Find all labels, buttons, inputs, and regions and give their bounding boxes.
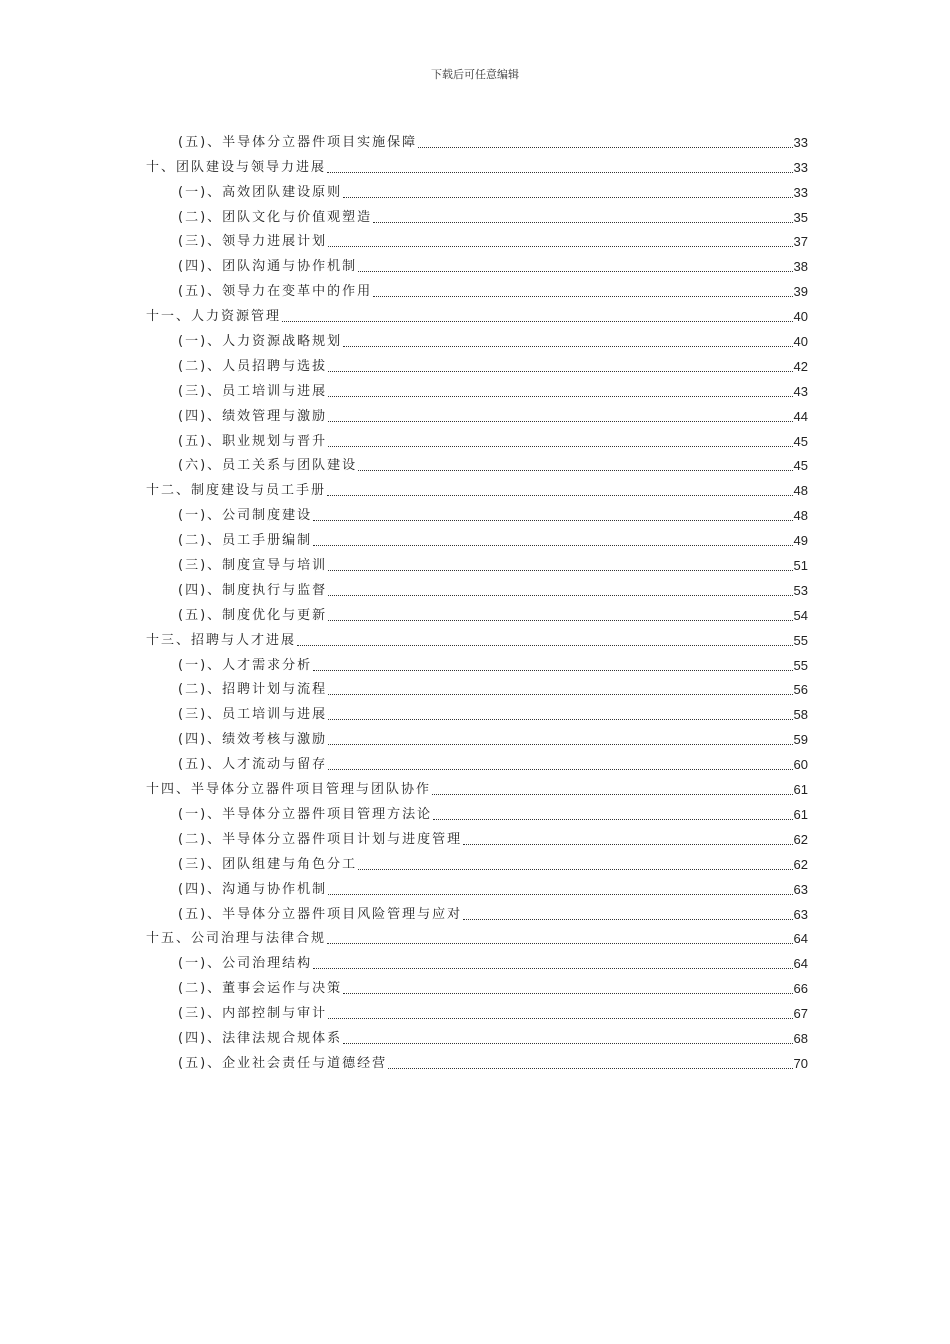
toc-entry-title: (四)、制度执行与监督 [178,582,328,598]
toc-entry-page-number: 53 [793,582,808,598]
toc-entry[interactable] [146,450,808,475]
toc-entry[interactable] [146,624,808,649]
toc-entry-title: (一)、人才需求分析 [178,657,313,673]
toc-entry[interactable] [146,201,808,226]
toc-entry[interactable] [146,997,808,1022]
toc-entry-title: (五)、半导体分立器件项目实施保障 [178,134,418,150]
toc-entry-title: 十四、半导体分立器件项目管理与团队协作 [146,782,432,798]
toc-entry[interactable] [146,474,808,499]
toc-leader-dots [313,968,792,969]
toc-entry[interactable] [146,1047,808,1072]
toc-entry[interactable] [146,848,808,873]
toc-entry-page-number: 67 [793,1006,808,1022]
toc-entry-page-number: 33 [793,159,808,175]
toc-leader-dots [328,769,792,770]
toc-entry-page-number: 63 [793,906,808,922]
toc-entry[interactable] [146,574,808,599]
toc-entry-page-number: 40 [793,309,808,325]
toc-leader-dots [373,296,792,297]
toc-entry[interactable] [146,873,808,898]
toc-entry[interactable] [146,947,808,972]
toc-entry[interactable] [146,300,808,325]
toc-entry-page-number: 43 [793,383,808,399]
toc-leader-dots [313,670,792,671]
toc-leader-dots [327,172,793,173]
toc-entry-title: (三)、员工培训与进展 [178,707,328,723]
toc-leader-dots [358,869,792,870]
toc-leader-dots [463,844,792,845]
toc-entry-title: (四)、绩效管理与激励 [178,408,328,424]
toc-entry[interactable] [146,549,808,574]
toc-entry-title: (五)、制度优化与更新 [178,607,328,623]
toc-leader-dots [328,595,792,596]
toc-entry-page-number: 51 [793,558,808,574]
toc-entry-title: (四)、绩效考核与激励 [178,732,328,748]
toc-leader-dots [418,147,792,148]
toc-entry-title: (三)、制度宣导与培训 [178,558,328,574]
toc-entry-page-number: 37 [793,234,808,250]
toc-leader-dots [343,346,792,347]
toc-leader-dots [343,993,792,994]
toc-entry-page-number: 35 [793,209,808,225]
toc-leader-dots [328,694,792,695]
table-of-contents [146,126,808,1072]
toc-leader-dots [282,321,793,322]
toc-entry[interactable] [146,375,808,400]
toc-entry-title: (五)、领导力在变革中的作用 [178,284,373,300]
toc-leader-dots [373,222,792,223]
toc-entry[interactable] [146,923,808,948]
toc-entry-title: (四)、沟通与协作机制 [178,881,328,897]
toc-leader-dots [343,1043,792,1044]
toc-leader-dots [358,470,792,471]
toc-entry[interactable] [146,823,808,848]
toc-entry-page-number: 45 [793,433,808,449]
toc-entry-page-number: 63 [793,881,808,897]
toc-entry-title: (五)、人才流动与留存 [178,757,328,773]
toc-entry[interactable] [146,698,808,723]
toc-entry[interactable] [146,400,808,425]
toc-entry[interactable] [146,425,808,450]
toc-leader-dots [328,396,792,397]
toc-entry-page-number: 56 [793,682,808,698]
toc-entry-page-number: 70 [793,1055,808,1071]
toc-entry-page-number: 55 [793,632,808,648]
toc-entry-title: (三)、领导力进展计划 [178,234,328,250]
toc-entry[interactable] [146,250,808,275]
toc-leader-dots [327,495,793,496]
toc-entry[interactable] [146,176,808,201]
toc-entry-title: (二)、人员招聘与选拔 [178,358,328,374]
toc-entry-page-number: 44 [793,408,808,424]
toc-entry-title: (一)、半导体分立器件项目管理方法论 [178,806,433,822]
toc-entry-page-number: 61 [793,806,808,822]
toc-entry[interactable] [146,350,808,375]
toc-leader-dots [328,620,792,621]
toc-entry[interactable] [146,499,808,524]
toc-leader-dots [463,919,792,920]
toc-entry-page-number: 33 [793,134,808,150]
toc-leader-dots [343,197,792,198]
toc-entry-page-number: 54 [793,607,808,623]
toc-leader-dots [313,520,792,521]
toc-entry-title: (三)、员工培训与进展 [178,383,328,399]
toc-entry[interactable] [146,649,808,674]
toc-entry-title: (三)、内部控制与审计 [178,1006,328,1022]
toc-entry-title: (二)、董事会运作与决策 [178,981,343,997]
toc-entry[interactable] [146,325,808,350]
toc-entry-title: (二)、招聘计划与流程 [178,682,328,698]
toc-entry-title: 十一、人力资源管理 [146,309,282,325]
toc-leader-dots [328,421,792,422]
toc-entry-page-number: 48 [793,483,808,499]
toc-entry[interactable] [146,798,808,823]
toc-leader-dots [297,645,793,646]
toc-entry[interactable] [146,972,808,997]
toc-leader-dots [328,246,792,247]
toc-entry[interactable] [146,773,808,798]
toc-entry-title: (五)、职业规划与晋升 [178,433,328,449]
toc-entry-title: (二)、团队文化与价值观塑造 [178,209,373,225]
toc-leader-dots [388,1068,792,1069]
toc-leader-dots [328,1018,792,1019]
toc-entry-page-number: 38 [793,259,808,275]
toc-entry-title: 十三、招聘与人才进展 [146,632,297,648]
toc-entry-title: (五)、半导体分立器件项目风险管理与应对 [178,906,463,922]
toc-entry-page-number: 49 [793,533,808,549]
toc-entry[interactable] [146,126,808,151]
toc-leader-dots [328,446,792,447]
toc-entry-page-number: 48 [793,508,808,524]
toc-entry-page-number: 33 [793,184,808,200]
toc-entry-title: (一)、高效团队建设原则 [178,184,343,200]
toc-entry-title: (四)、团队沟通与协作机制 [178,259,358,275]
toc-entry-title: 十、团队建设与领导力进展 [146,159,327,175]
toc-entry[interactable] [146,226,808,251]
toc-entry-title: (一)、公司治理结构 [178,956,313,972]
toc-entry-title: (三)、团队组建与角色分工 [178,856,358,872]
toc-entry-page-number: 40 [793,334,808,350]
toc-entry-title: (五)、企业社会责任与道德经营 [178,1055,388,1071]
toc-entry-title: (二)、员工手册编制 [178,533,313,549]
toc-leader-dots [313,545,792,546]
toc-entry-page-number: 68 [793,1030,808,1046]
toc-entry-title: (一)、人力资源战略规划 [178,334,343,350]
toc-leader-dots [358,271,792,272]
toc-entry[interactable] [146,599,808,624]
toc-entry-page-number: 55 [793,657,808,673]
toc-leader-dots [433,819,792,820]
toc-entry[interactable] [146,151,808,176]
toc-entry-page-number: 58 [793,707,808,723]
toc-entry-page-number: 66 [793,981,808,997]
toc-entry-page-number: 61 [793,782,808,798]
toc-entry-page-number: 45 [793,458,808,474]
toc-entry[interactable] [146,723,808,748]
toc-entry[interactable] [146,1022,808,1047]
toc-leader-dots [328,371,792,372]
toc-entry-title: (二)、半导体分立器件项目计划与进度管理 [178,831,463,847]
toc-entry[interactable] [146,524,808,549]
toc-entry[interactable] [146,275,808,300]
toc-leader-dots [327,943,793,944]
toc-entry-title: (四)、法律法规合规体系 [178,1030,343,1046]
toc-entry-page-number: 62 [793,856,808,872]
toc-entry-page-number: 59 [793,732,808,748]
toc-leader-dots [432,794,793,795]
toc-leader-dots [328,744,792,745]
toc-entry[interactable] [146,748,808,773]
toc-entry-page-number: 64 [793,931,808,947]
toc-leader-dots [328,719,792,720]
toc-entry-page-number: 42 [793,358,808,374]
toc-entry[interactable] [146,674,808,699]
toc-entry-page-number: 64 [793,956,808,972]
toc-leader-dots [328,570,792,571]
toc-entry-page-number: 39 [793,284,808,300]
toc-entry-title: 十二、制度建设与员工手册 [146,483,327,499]
toc-leader-dots [328,894,792,895]
page-header-note: 下载后可任意编辑 [431,68,519,81]
toc-entry-title: 十五、公司治理与法律合规 [146,931,327,947]
toc-entry-title: (一)、公司制度建设 [178,508,313,524]
toc-entry-page-number: 60 [793,757,808,773]
toc-entry-page-number: 62 [793,831,808,847]
toc-entry-title: (六)、员工关系与团队建设 [178,458,358,474]
toc-entry[interactable] [146,898,808,923]
